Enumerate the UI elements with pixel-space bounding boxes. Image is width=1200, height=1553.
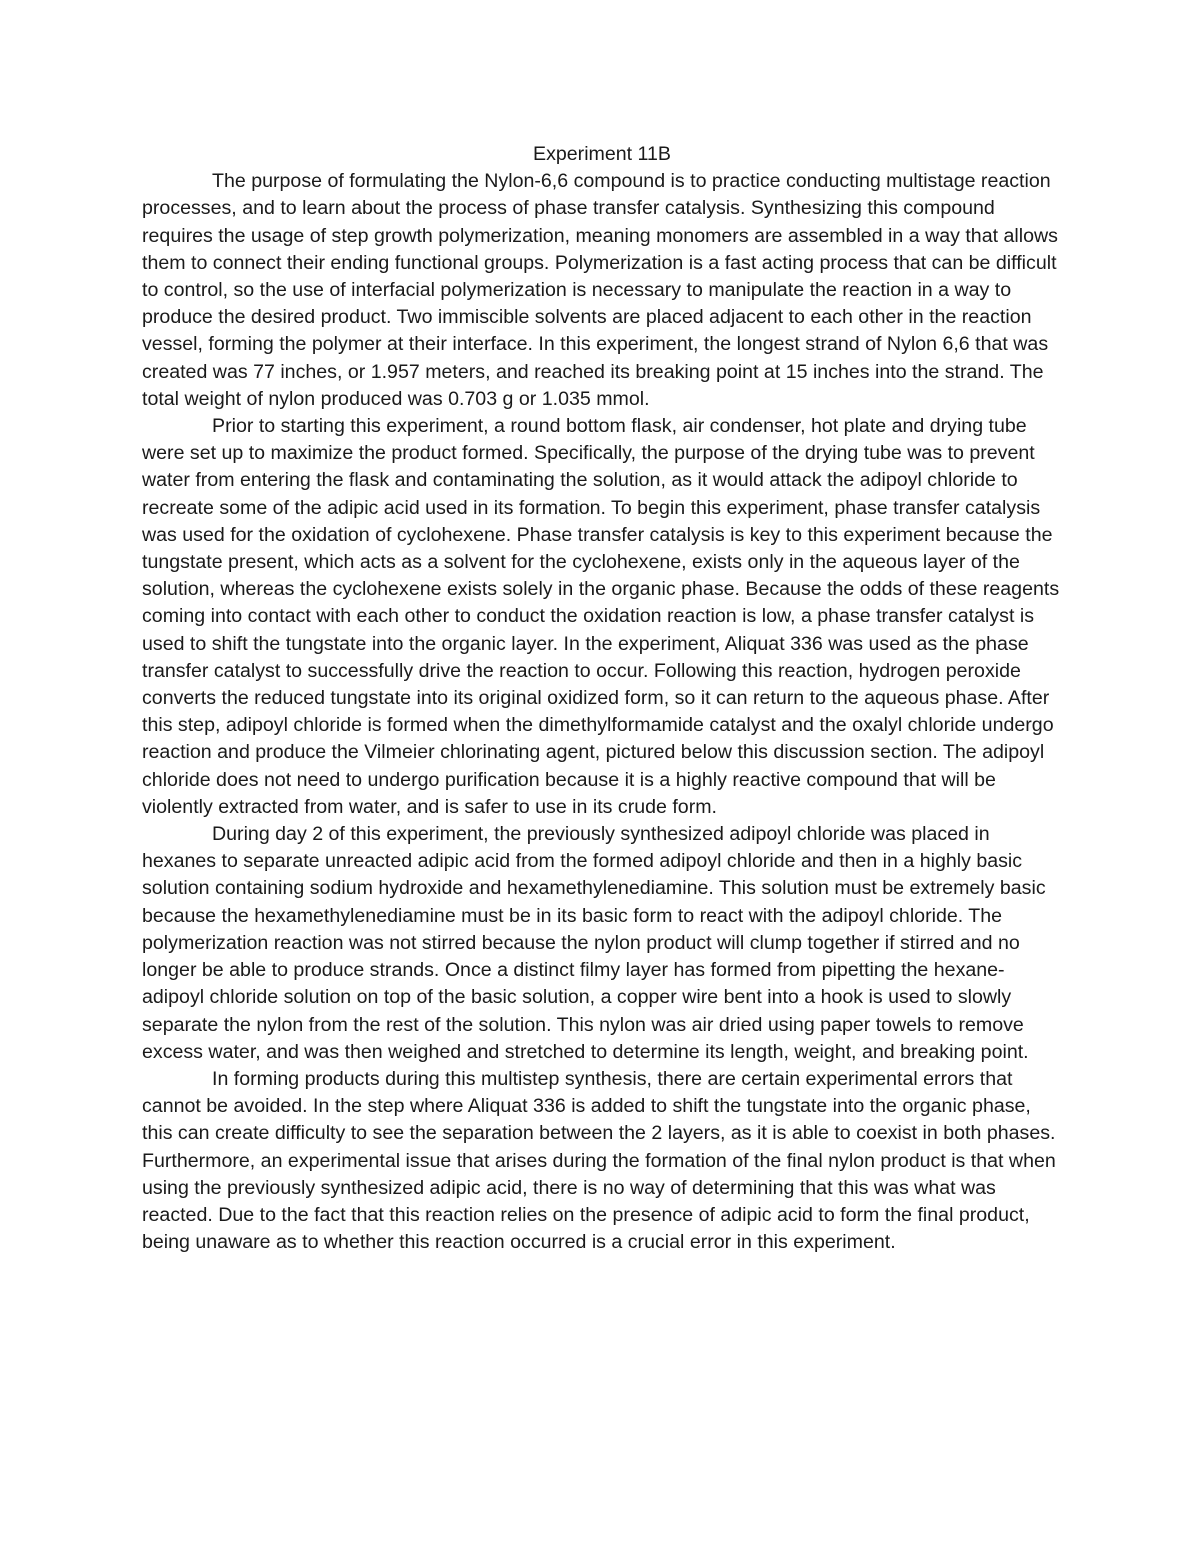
paragraph-experimental-errors: In forming products during this multistep synthesis, there are certain experimental errors that cannot be avoided. In the step where Aliquat 336 is added to shift the tungstate into the organic phase, this can create difficulty to see the separation between the 2 layers, as it is able to coexist in both phases. Furthermore, an experimental issue that arises during the formation of the final nylon product is that when using the previously synthesized adipic acid, there is no way of determining that this was what was reacted. Due to the fact that this reaction relies on the presence of adipic acid to form the final product, being unaware as to whether this reaction occurred is a crucial error in this experiment. bbox=[142, 1067, 1056, 1254]
paragraph-day-one-procedure: Prior to starting this experiment, a round bottom flask, air condenser, hot plate and drying tube were set up to maximize the product formed. Specifically, the purpose of the drying tube was to prevent water from entering the flask and contaminating the solution, as it would attack the adipoyl chloride to recreate some of the adipic acid used in its formation. To begin this experiment, phase transfer catalysis was used for the oxidation of cyclohexene. Phase transfer catalysis is key to this experiment because the tungstate present, which acts as a solvent for the cyclohexene, exists only in the aqueous layer of the solution, whereas the cyclohexene exists solely in the organic phase. Because the odds of these reagents coming into contact with each other to conduct the oxidation reaction is low, a phase transfer catalyst is used to shift the tungstate into the organic layer. In the experiment, Aliquat 336 was used as the phase transfer catalyst to successfully drive the reaction to occur. Following this reaction, hydrogen peroxide converts the reduced tungstate into its original oxidized form, so it can return to the aqueous phase. After this step, adipoyl chloride is formed when the dimethylformamide catalyst and the oxalyl chloride undergo reaction and produce the Vilmeier chlorinating agent, pictured below this discussion section. The adipoyl chloride does not need to undergo purification because it is a highly reactive compound that will be violently extracted from water, and is safer to use in its crude form. bbox=[142, 415, 1060, 818]
paragraph-purpose: The purpose of formulating the Nylon-6,6 compound is to practice conducting multistage reaction processes, and to learn about the process of phase transfer catalysis. Synthesizing this compound requires the usage of step growth polymerization, meaning monomers are assembled in a way that allows them to connect their ending functional groups. Polymerization is a fast acting process that can be difficult to control, so the use of interfacial polymerization is necessary to manipulate the reaction in a way to produce the desired product. Two immiscible solvents are placed adjacent to each other in the reaction vessel, forming the polymer at their interface. In this experiment, the longest strand of Nylon 6,6 that was created was 77 inches, or 1.957 meters, and reached its breaking point at 15 inches into the strand. The total weight of nylon produced was 0.703 g or 1.035 mmol. bbox=[142, 170, 1058, 410]
paragraph-day-two-procedure: During day 2 of this experiment, the previously synthesized adipoyl chloride was placed in hexanes to separate unreacted adipic acid from the formed adipoyl chloride and then in a highly basic solution containing sodium hydroxide and hexamethylenediamine. This solution must be extremely basic because the hexamethylenediamine must be in its basic form to react with the adipoyl chloride. The polymerization reaction was not stirred because the nylon product will clump together if stirred and no longer be able to produce strands. Once a distinct filmy layer has formed from pipetting the hexane-adipoyl chloride solution on top of the basic solution, a copper wire bent into a hook is used to slowly separate the nylon from the rest of the solution. This nylon was air dried using paper towels to remove excess water, and was then weighed and stretched to determine its length, weight, and breaking point. bbox=[142, 823, 1046, 1063]
document-body bbox=[142, 141, 1062, 1256]
document-title: Experiment 11B bbox=[533, 143, 671, 165]
